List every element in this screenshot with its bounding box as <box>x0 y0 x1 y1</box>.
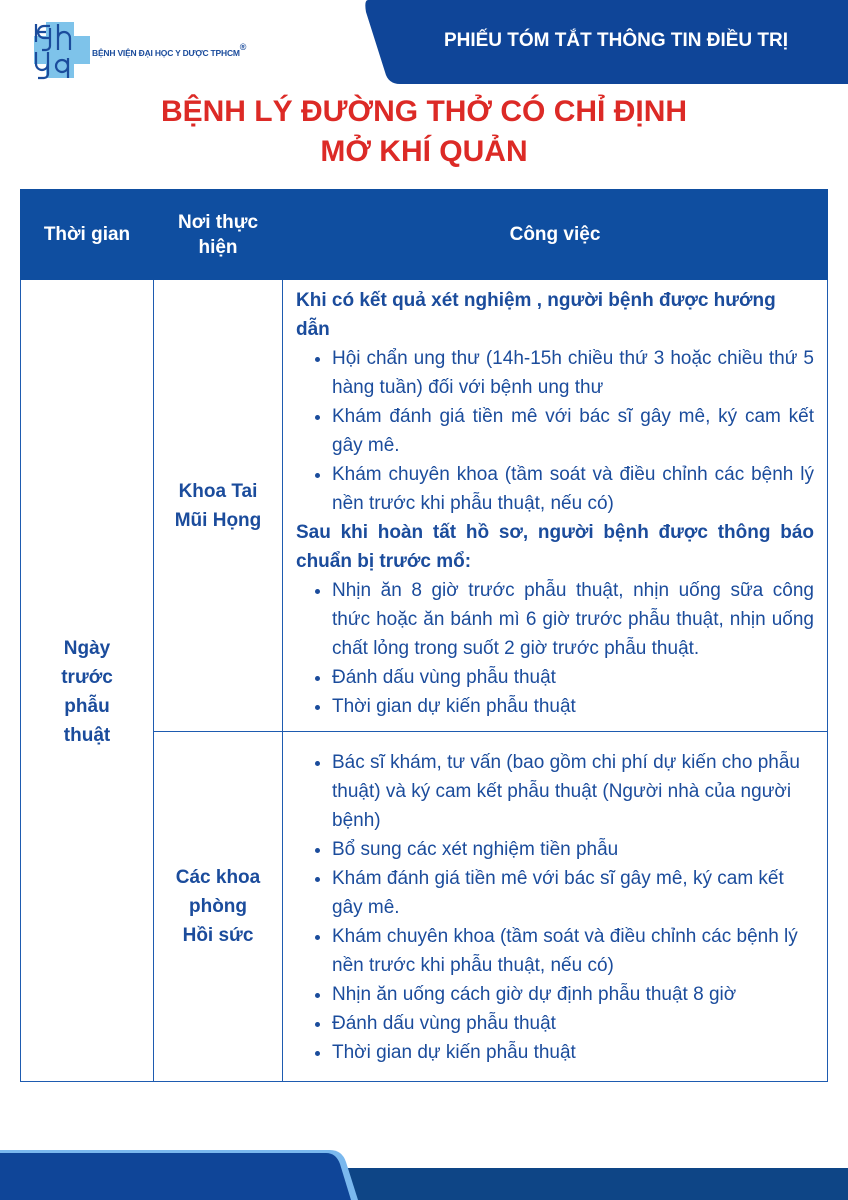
place-line: Các khoa <box>175 867 261 888</box>
treatment-table <box>20 189 828 1082</box>
banner-title: PHIẾU TÓM TẮT THÔNG TIN ĐIỀU TRỊ <box>443 30 789 51</box>
list-item: • Khám đánh giá tiền mê với bác sĩ gây mê, ký cam kết gây mê. <box>332 402 814 460</box>
table-row <box>21 280 828 732</box>
section-heading: Sau khi hoàn tất hồ sơ, người bệnh được thông báo chuẩn bị trước mổ: <box>296 522 814 572</box>
time-line: thuật <box>63 724 111 746</box>
list-item: • Đánh dấu vùng phẫu thuật <box>332 663 814 692</box>
list-item: • Bổ sung các xét nghiệm tiền phẫu <box>332 835 814 864</box>
place-line: Hồi sức <box>182 925 254 946</box>
task-list <box>296 344 814 518</box>
work-cell-ent <box>283 280 828 732</box>
list-item: • Thời gian dự kiến phẫu thuật <box>332 1038 814 1067</box>
section-heading: Khi có kết quả xét nghiệm , người bệnh được hướng dẫn <box>296 290 776 340</box>
hospital-logo <box>32 20 92 80</box>
header-work: Công việc <box>283 190 828 280</box>
time-line: trước <box>61 666 113 688</box>
task-list <box>296 748 814 1067</box>
list-item: • Bác sĩ khám, tư vấn (bao gồm chi phí dự kiến cho phẫu thuật) và ký cam kết phẫu thuật (Người nhà của người bệnh) <box>332 748 814 835</box>
place-line: phòng <box>188 896 248 917</box>
header-place-line-2: hiện <box>198 236 238 258</box>
header-place <box>154 190 283 280</box>
hospital-name-text: BỆNH VIỆN ĐẠI HỌC Y DƯỢC TPHCM <box>92 48 240 58</box>
place-line: Mũi Họng <box>174 509 262 531</box>
list-item: • Đánh dấu vùng phẫu thuật <box>332 1009 814 1038</box>
time-line: Ngày <box>63 637 111 659</box>
list-item: • Hội chẩn ung thư (14h-15h chiều thứ 3 hoặc chiều thứ 5 hàng tuần) đối với bệnh ung thư <box>332 344 814 402</box>
list-item: • Khám chuyên khoa (tầm soát và điều chỉnh các bệnh lý nền trước khi phẫu thuật, nếu có) <box>332 922 814 980</box>
title-line-1: BỆNH LÝ ĐƯỜNG THỞ CÓ CHỈ ĐỊNH <box>160 95 688 128</box>
list-item: • Nhịn ăn 8 giờ trước phẫu thuật, nhịn uống sữa công thức hoặc ăn bánh mì 6 giờ trước phẫu thuật, nhịn uống chất lỏng trong suốt 2 giờ trước phẫu thuật. <box>332 576 814 663</box>
page-title <box>0 92 848 172</box>
place-cell-ent <box>154 280 283 732</box>
time-cell <box>21 280 154 1082</box>
place-line: Khoa Tai <box>178 480 258 502</box>
task-list <box>296 576 814 721</box>
header-place-line-1: Nơi thực <box>177 211 259 233</box>
list-item: • Nhịn ăn uống cách giờ dự định phẫu thuật 8 giờ <box>332 980 814 1009</box>
list-item: • Khám chuyên khoa (tầm soát và điều chỉnh các bệnh lý nền trước khi phẫu thuật, nếu có) <box>332 460 814 518</box>
list-item: • Khám đánh giá tiền mê với bác sĩ gây mê, ký cam kết gây mê. <box>332 864 814 922</box>
time-line: phẫu <box>64 695 110 717</box>
work-cell-icu <box>283 732 828 1082</box>
footer-left-band <box>0 1153 351 1200</box>
place-cell-icu <box>154 732 283 1082</box>
list-item: • Thời gian dự kiến phẫu thuật <box>332 692 814 721</box>
registered-mark: ® <box>239 42 247 52</box>
footer-band <box>0 1150 848 1200</box>
title-line-2: MỞ KHÍ QUẢN <box>320 135 528 168</box>
hospital-name <box>92 42 246 58</box>
header-time: Thời gian <box>21 190 154 280</box>
table-header-row <box>21 190 828 280</box>
